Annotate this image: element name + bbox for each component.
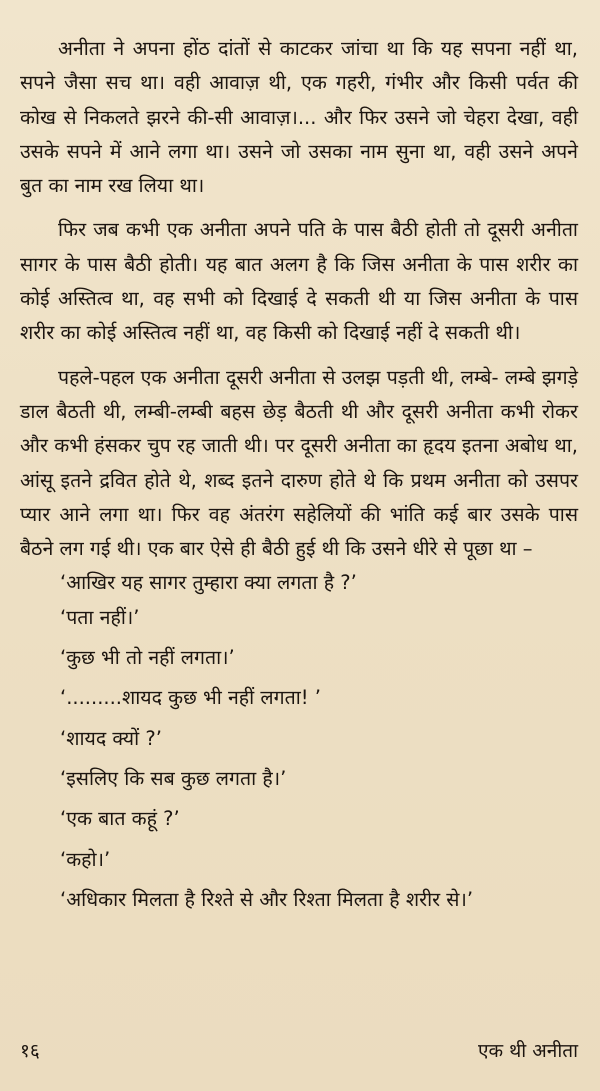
dialogue-line-5: ‘शायद क्यों ?’ xyxy=(60,726,162,750)
paragraph-1-line-4: चेहरा देखा, वही उसके सपने में आने लगा था। उसने जो उसका नाम सुना xyxy=(20,105,579,163)
dialogue-line-9: ‘अधिकार मिलता है रिश्ते से और रिश्ता मिलता है शरीर से।’ xyxy=(60,887,474,911)
paragraph-1-line-2: था, सपने जैसा सच था। वही आवाज़ थी, एक गहरी, गंभीर और किसी xyxy=(20,37,578,95)
paragraph-2 xyxy=(20,213,578,350)
paragraph-3-line-5: होते थे कि प्रथम अनीता को उसपर प्यार आने लगा था। फिर वह अंतरंग xyxy=(20,468,579,526)
paragraph-1-line-3: पर्वत की कोख से निकलते झरने की-सी आवाज़।... और फिर उसने जो xyxy=(20,71,578,129)
paragraph-3-line-2: लम्बे झगड़े डाल बैठती थी, लम्बी-लम्बी बहस छेड़ बैठती थी और दूसरी xyxy=(20,365,579,423)
dialogue-line-3: ‘कुछ भी तो नहीं लगता।’ xyxy=(60,646,235,670)
running-title: एक थी अनीता xyxy=(478,1040,578,1062)
paragraph-1 xyxy=(20,32,578,203)
dialogue-line-8: ‘कहो।’ xyxy=(60,847,111,871)
paragraph-3-line-3: अनीता कभी रोकर और कभी हंसकर चुप रह जाती थी। पर दूसरी अनीता xyxy=(20,399,578,458)
paragraph-3-line-1: पहले-पहल एक अनीता दूसरी अनीता से उलझ पड़ती थी, लम्बे- xyxy=(58,365,499,389)
page-number: १६ xyxy=(20,1040,40,1062)
paragraph-2-line-4: या जिस अनीता के पास शरीर का कोई अस्तित्व नहीं था, वह किसी को xyxy=(20,287,579,345)
page-body xyxy=(20,32,578,917)
paragraph-1-line-1: अनीता ने अपना होंठ दांतों से काटकर जांचा था कि यह सपना नहीं xyxy=(58,37,546,60)
paragraph-2-line-3: के पास शरीर का कोई अस्तित्व था, वह सभी को दिखाई दे सकती थी xyxy=(20,252,578,311)
dialogue-line-4: ‘.........शायद कुछ भी नहीं लगता! ’ xyxy=(60,686,321,710)
dialogue-line-1: ‘आखिर यह सागर तुम्हारा क्या लगता है ?’ xyxy=(60,571,357,595)
paragraph-3-line-6: सहेलियों की भांति कई बार उसके पास बैठने लग गई थी। एक बार ऐसे ही xyxy=(20,502,578,561)
paragraph-2-line-1: फिर जब कभी एक अनीता अपने पति के पास बैठी होती तो दूसरी xyxy=(58,218,524,242)
dialogue-line-2: ‘पता नहीं।’ xyxy=(60,605,140,629)
paragraph-3 xyxy=(20,361,578,567)
dialogue-line-7: ‘एक बात कहूं ?’ xyxy=(60,807,180,831)
paragraph-3-line-4: का हृदय इतना अबोध था, आंसू इतने द्रवित होते थे, शब्द इतने दारुण xyxy=(20,434,579,492)
paragraph-2-line-5: दिखाई नहीं दे सकती थी। xyxy=(343,321,521,345)
dialogue-line-6: ‘इसलिए कि सब कुछ लगता है।’ xyxy=(60,766,287,790)
paragraph-2-line-2: अनीता सागर के पास बैठी होती। यह बात अलग है कि जिस अनीता xyxy=(20,218,578,276)
paragraph-3-line-7: बैठी हुई थी कि उसने धीरे से पूछा था – xyxy=(261,537,533,561)
paragraph-1-line-5: था, वही उसने अपने बुत का नाम रख लिया था। xyxy=(20,139,579,198)
